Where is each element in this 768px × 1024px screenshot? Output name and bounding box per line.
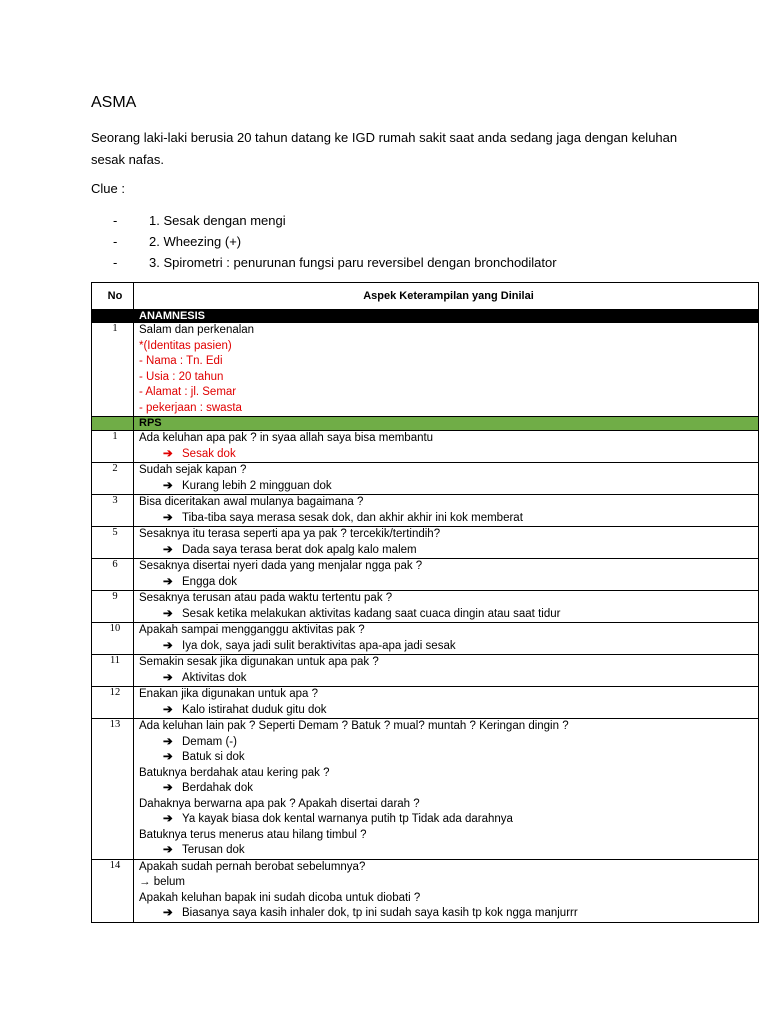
question-text: Bisa diceritakan awal mulanya bagaimana ? [139,496,364,508]
identity-line: *(Identitas pasien) [139,339,232,352]
answer-text: Iya dok, saya jadi sulit beraktivitas apa-apa jadi sesak [182,639,456,652]
row-number: 9 [92,591,134,623]
clue-text: 1. Sesak dengan mengi [149,213,286,228]
arrow-icon: ➔ [163,735,173,748]
question-text: Sesaknya terusan atau pada waktu tertentu pak ? [139,592,393,604]
dash-bullet: - [113,234,118,249]
clue-label: Clue : [91,181,125,196]
answer-line [139,479,758,495]
question-text: Batuknya berdahak atau kering pak ? [139,766,330,779]
answer-line [139,639,758,655]
header-no: No [92,283,134,310]
arrow-icon: ➔ [163,671,173,684]
answer-text: → belum [139,876,186,888]
row-content [134,431,759,463]
row-content [134,527,759,559]
question-text: Sudah sejak kapan ? [139,464,247,476]
arrow-icon: ➔ [163,543,173,556]
row-content [134,859,759,922]
identity-line: - Nama : Tn. Edi [139,355,223,367]
table-row [92,431,759,463]
answer-line [139,447,758,463]
table-row [92,623,759,655]
answer-line [139,812,758,828]
answer-line [139,511,758,527]
arrow-icon: ➔ [163,751,173,763]
question-text: Apakah keluhan bapak ini sudah dicoba untuk diobati ? [139,891,421,904]
row-number: 1 [92,431,134,463]
answer-line [139,703,758,719]
question-text: Apakah sudah pernah berobat sebelumnya? [139,860,366,873]
answer-text: Aktivitas dok [182,671,247,684]
row-content [134,559,759,591]
section-rps: RPS [134,417,759,431]
answer-text: Demam (-) [182,735,237,748]
greeting-text: Salam dan perkenalan [139,324,255,336]
dash-bullet: - [113,255,118,270]
row-number: 3 [92,495,134,527]
list-item [113,210,557,231]
answer-line [139,575,758,591]
question-text: Sesaknya disertai nyeri dada yang menjalar ngga pak ? [139,560,423,572]
answer-text: Engga dok [182,575,237,588]
answer-text: Berdahak dok [182,782,253,794]
table-row [92,859,759,922]
section-anamnesis-row [92,310,759,323]
row-number: 6 [92,559,134,591]
table-row [92,591,759,623]
answer-text: Dada saya terasa berat dok apalg kalo malem [182,543,417,556]
answer-line [139,671,758,687]
arrow-icon: ➔ [163,844,173,856]
row-content [134,495,759,527]
row-number: 14 [92,859,134,922]
answer-text: Kalo istirahat duduk gitu dok [182,703,327,716]
table-row [92,323,759,417]
page-title: ASMA [91,94,137,111]
arrow-icon: ➔ [163,511,173,524]
answer-text: Sesak ketika melakukan aktivitas kadang saat cuaca dingin atau saat tidur [182,607,561,620]
row-number: 5 [92,527,134,559]
answer-text: Tiba-tiba saya merasa sesak dok, dan akhir akhir ini kok memberat [182,511,523,524]
row-number: 11 [92,655,134,687]
answer-line [139,906,758,922]
answer-text: Kurang lebih 2 mingguan dok [182,479,332,492]
row-number: 2 [92,463,134,495]
clue-list [113,210,557,273]
question-text: Batuknya terus menerus atau hilang timbul ? [139,828,367,841]
dash-bullet: - [113,213,118,228]
question-text: Sesaknya itu terasa seperti apa ya pak ? tercekik/tertindih? [139,528,441,540]
row-content [134,687,759,719]
question-text: Ada keluhan apa pak ? in syaa allah saya bisa membantu [139,432,434,444]
arrow-icon: ➔ [163,703,173,716]
identity-line: - Usia : 20 tahun [139,370,224,383]
answer-text: Terusan dok [182,844,245,856]
answer-line [139,735,758,751]
table-row [92,719,759,860]
section-rps-row [92,417,759,431]
identity-line: - pekerjaan : swasta [139,401,242,414]
table-row [92,527,759,559]
qa-rows [92,431,759,719]
header-aspect: Aspek Keterampilan yang Dinilai [134,283,759,310]
arrow-icon: ➔ [163,575,173,588]
row-content [134,463,759,495]
arrow-icon: ➔ [163,813,173,825]
row-content [134,323,759,417]
section-anamnesis: ANAMNESIS [134,310,759,323]
row-content [134,655,759,687]
table-row [92,463,759,495]
clue-text: 3. Spirometri : penurunan fungsi paru reversibel dengan bronchodilator [149,255,557,270]
identity-line: - Alamat : jl. Semar [139,386,237,398]
arrow-icon: ➔ [163,907,173,919]
arrow-icon: ➔ [163,447,173,460]
answer-text: Biasanya saya kasih inhaler dok, tp ini sudah saya kasih tp kok ngga manjurrr [182,907,578,919]
arrow-icon: ➔ [163,607,173,620]
table-row [92,559,759,591]
row-number: 10 [92,623,134,655]
arrow-icon: ➔ [163,479,173,492]
case-intro: Seorang laki-laki berusia 20 tahun datang ke IGD rumah sakit saat anda sedang jaga dengan keluhan sesak nafas. [91,130,678,167]
answer-line [139,843,758,859]
question-text: Ada keluhan lain pak ? Seperti Demam ? Batuk ? mual? muntah ? Keringan dingin ? [139,720,569,732]
row-content [134,591,759,623]
row-number: 12 [92,687,134,719]
row-number: 13 [92,719,134,860]
row-content [134,623,759,655]
question-text: Enakan jika digunakan untuk apa ? [139,688,319,700]
question-text: Semakin sesak jika digunakan untuk apa pak ? [139,656,379,668]
table-header-row [92,283,759,310]
answer-line [139,607,758,623]
section-no-cell [92,310,134,323]
table-row [92,655,759,687]
question-text: Apakah sampai mengganggu aktivitas pak ? [139,624,365,636]
arrow-icon: ➔ [163,782,173,794]
row-number: 1 [92,323,134,417]
section-no-cell [92,417,134,431]
list-item [113,231,557,252]
answer-line [139,781,758,797]
row-content [134,719,759,860]
question-text: Dahaknya berwarna apa pak ? Apakah disertai darah ? [139,797,420,810]
clue-text: 2. Wheezing (+) [149,234,242,249]
table-row [92,495,759,527]
answer-line [139,750,758,766]
list-item [113,252,557,273]
answer-text: Batuk si dok [182,751,245,763]
arrow-icon: ➔ [163,639,173,652]
assessment-table [91,282,759,923]
answer-text: Sesak dok [182,447,236,460]
table-row [92,687,759,719]
answer-line [139,543,758,559]
answer-text: Ya kayak biasa dok kental warnanya putih tp Tidak ada darahnya [182,813,513,825]
